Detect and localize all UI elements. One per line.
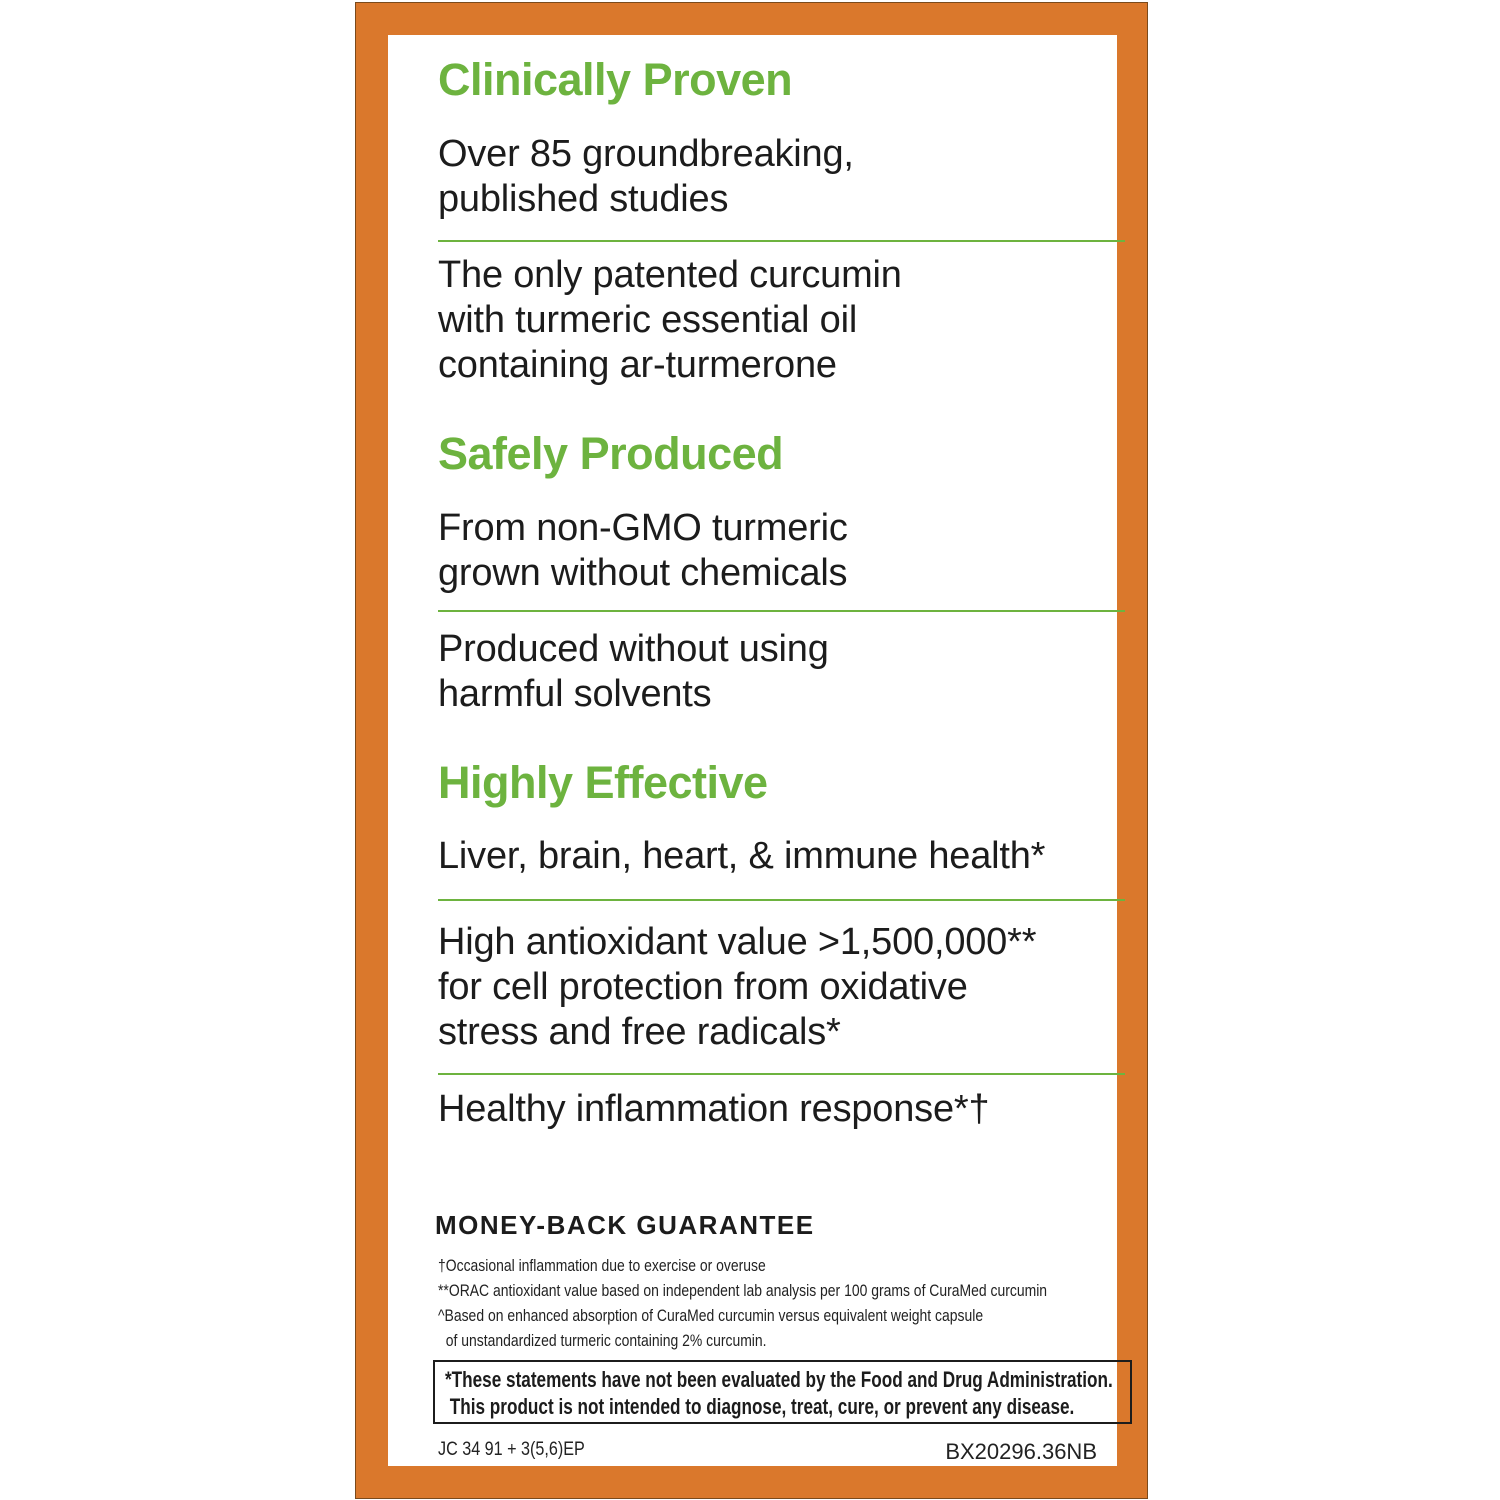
label-content bbox=[388, 35, 1117, 1466]
divider bbox=[438, 240, 1125, 242]
divider bbox=[438, 899, 1125, 901]
heading-safely-produced: Safely Produced bbox=[438, 428, 784, 479]
footnote: of unstandardized turmeric containing 2% curcumin. bbox=[438, 1331, 767, 1350]
claim-antioxidant: High antioxidant value >1,500,000** for cell protection from oxidative stress and free radicals* bbox=[438, 921, 1037, 1053]
footnote: †Occasional inflammation due to exercise or overuse bbox=[438, 1256, 766, 1275]
claim-inflammation: Healthy inflammation response*† bbox=[438, 1088, 990, 1130]
footnote: ^Based on enhanced absorption of CuraMed curcumin versus equivalent weight capsule bbox=[438, 1306, 984, 1325]
divider bbox=[438, 610, 1125, 612]
label-panel bbox=[355, 2, 1148, 1499]
heading-highly-effective: Highly Effective bbox=[438, 757, 768, 808]
fda-disclaimer-box bbox=[433, 1360, 1132, 1424]
claim-no-solvents: Produced without using harmful solvents bbox=[438, 628, 829, 715]
claim-health: Liver, brain, heart, & immune health* bbox=[438, 835, 1046, 877]
divider bbox=[438, 1073, 1125, 1075]
fda-disclaimer-line-1: *These statements have not been evaluated by the Food and Drug Administration. bbox=[445, 1367, 1113, 1392]
claim-patented: The only patented curcumin with turmeric essential oil containing ar-turmerone bbox=[438, 254, 902, 386]
fda-disclaimer-line-2: This product is not intended to diagnose, treat, cure, or prevent any disease. bbox=[445, 1394, 1075, 1419]
heading-clinically-proven: Clinically Proven bbox=[438, 54, 793, 105]
claim-studies: Over 85 groundbreaking, published studies bbox=[438, 133, 854, 220]
money-back-guarantee: MONEY-BACK GUARANTEE bbox=[435, 1210, 815, 1240]
product-code: BX20296.36NB bbox=[945, 1439, 1097, 1464]
claim-non-gmo: From non-GMO turmeric grown without chemicals bbox=[438, 507, 848, 594]
footnote: **ORAC antioxidant value based on independent lab analysis per 100 grams of CuraMed curcumin bbox=[438, 1281, 1048, 1300]
lot-code: JC 34 91 + 3(5,6)EP bbox=[438, 1439, 585, 1460]
